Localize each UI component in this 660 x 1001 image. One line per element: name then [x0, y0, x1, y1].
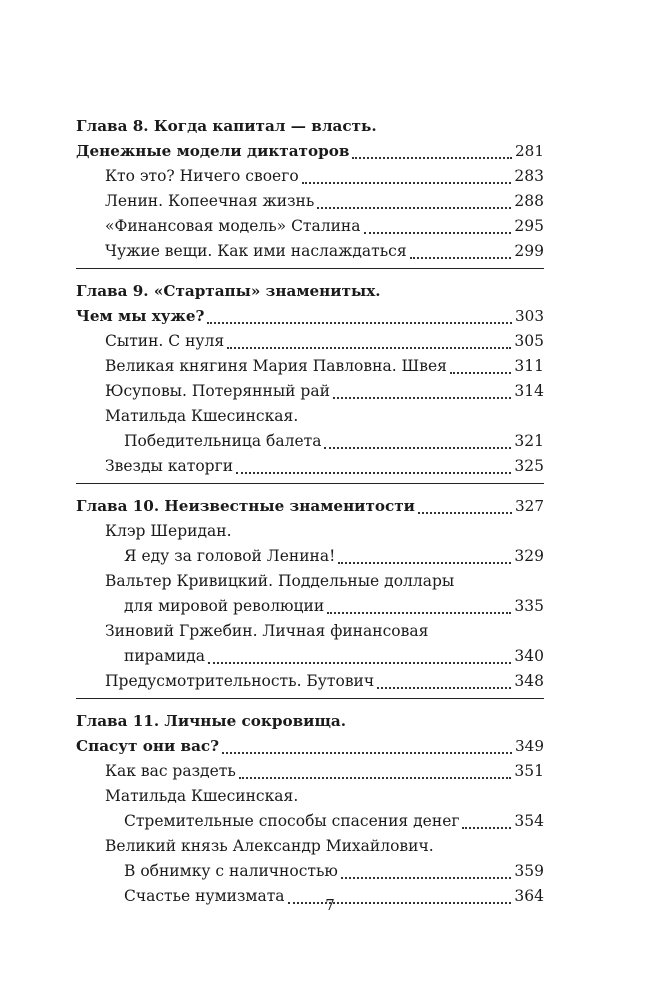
- toc-entry: [76, 669, 544, 694]
- leader-dots: [377, 686, 511, 689]
- chapter-11: [76, 709, 544, 909]
- toc-entry-line: [76, 404, 544, 429]
- toc-entry: [76, 454, 544, 479]
- chapter-title-line: [76, 709, 544, 734]
- toc-entry: [76, 809, 544, 834]
- chapter-title-text: Чем мы хуже?: [76, 307, 205, 325]
- leader-dots: [236, 471, 511, 474]
- entry-page-number: 329: [514, 547, 544, 565]
- leader-dots: [227, 346, 511, 349]
- entry-title: Великий князь Александр Михайлович.: [105, 837, 434, 855]
- entry-page-number: 348: [514, 672, 544, 690]
- entry-title: Кто это? Ничего своего: [105, 167, 299, 185]
- leader-dots: [338, 561, 511, 564]
- chapter-9: [76, 279, 544, 484]
- chapter-title-text: Глава 10. Неизвестные знаменитости: [76, 497, 415, 515]
- section-divider: [76, 268, 544, 269]
- leader-dots: [450, 371, 511, 374]
- entry-title: Ленин. Копеечная жизнь: [105, 192, 315, 210]
- entry-title: Матильда Кшесинская.: [105, 407, 299, 425]
- entry-title: Клэр Шеридан.: [105, 522, 232, 540]
- toc-entry: [76, 354, 544, 379]
- entry-title: Как вас раздеть: [105, 762, 236, 780]
- entry-page-number: 295: [514, 217, 544, 235]
- chapter-title-text: Глава 11. Личные сокровища.: [76, 712, 347, 730]
- entry-page-number: 283: [514, 167, 544, 185]
- entry-page-number: 340: [514, 647, 544, 665]
- table-of-contents: [76, 114, 544, 918]
- chapter-title-line: [76, 494, 544, 519]
- entry-title: Стремительные способы спасения денег: [124, 812, 460, 830]
- entry-title: Предусмотрительность. Бутович: [105, 672, 375, 690]
- entry-title: Я еду за головой Ленина!: [124, 547, 336, 565]
- toc-entry: [76, 164, 544, 189]
- toc-entry: [76, 189, 544, 214]
- entry-page-number: 335: [514, 597, 544, 615]
- leader-dots: [222, 751, 512, 754]
- leader-dots: [341, 876, 512, 879]
- chapter-title-text: Спасут они вас?: [76, 737, 220, 755]
- entry-title: для мировой революции: [124, 597, 325, 615]
- chapter-title-line: [76, 114, 544, 139]
- toc-entry: [76, 759, 544, 784]
- toc-entry-line: [76, 834, 544, 859]
- entry-title: Звезды каторги: [105, 457, 234, 475]
- entry-page-number: 325: [514, 457, 544, 475]
- chapter-page-number: 281: [515, 142, 544, 160]
- chapter-10: [76, 494, 544, 699]
- entry-title: Великая княгиня Мария Павловна. Швея: [105, 357, 447, 375]
- entry-page-number: 364: [514, 887, 544, 905]
- entry-title: Чужие вещи. Как ими наслаждаться: [105, 242, 407, 260]
- toc-entry: [76, 329, 544, 354]
- entry-title: Вальтер Кривицкий. Поддельные доллары: [105, 572, 455, 590]
- entry-title: пирамида: [124, 647, 205, 665]
- chapter-page-number: 303: [515, 307, 544, 325]
- entry-page-number: 305: [514, 332, 544, 350]
- entry-title: Счастье нумизмата: [124, 887, 285, 905]
- leader-dots: [462, 826, 511, 829]
- toc-entry: [76, 429, 544, 454]
- chapter-page-number: 349: [515, 737, 544, 755]
- leader-dots: [410, 256, 512, 259]
- toc-entry: [76, 644, 544, 669]
- leader-dots: [317, 206, 511, 209]
- entry-title: Победительница балета: [124, 432, 322, 450]
- entry-page-number: 311: [514, 357, 544, 375]
- leader-dots: [327, 611, 511, 614]
- entry-title: «Финансовая модель» Сталина: [105, 217, 361, 235]
- leader-dots: [208, 661, 511, 664]
- toc-entry: [76, 379, 544, 404]
- leader-dots: [302, 181, 512, 184]
- chapter-title-line: [76, 279, 544, 304]
- section-divider: [76, 698, 544, 699]
- leader-dots: [207, 321, 512, 324]
- entry-page-number: 321: [514, 432, 544, 450]
- toc-entry: [76, 859, 544, 884]
- section-divider: [76, 483, 544, 484]
- toc-entry-line: [76, 519, 544, 544]
- leader-dots: [324, 446, 511, 449]
- leader-dots: [418, 511, 512, 514]
- toc-entry-line: [76, 619, 544, 644]
- toc-entry-line: [76, 784, 544, 809]
- chapter-title-text: Глава 8. Когда капитал — власть.: [76, 117, 377, 135]
- entry-page-number: 351: [514, 762, 544, 780]
- entry-page-number: 359: [514, 862, 544, 880]
- entry-title: Юсуповы. Потерянный рай: [105, 382, 330, 400]
- toc-entry-line: [76, 569, 544, 594]
- chapter-title-line: [76, 139, 544, 164]
- entry-page-number: 299: [514, 242, 544, 260]
- entry-title: В обнимку с наличностью: [124, 862, 338, 880]
- leader-dots: [352, 156, 512, 159]
- entry-title: Сытин. С нуля: [105, 332, 225, 350]
- leader-dots: [239, 776, 512, 779]
- chapter-title-text: Глава 9. «Стартапы» знаменитых.: [76, 282, 381, 300]
- chapter-title-line: [76, 734, 544, 759]
- toc-entry: [76, 239, 544, 264]
- leader-dots: [364, 231, 512, 234]
- entry-page-number: 314: [514, 382, 544, 400]
- entry-page-number: 288: [514, 192, 544, 210]
- entry-page-number: 354: [514, 812, 544, 830]
- chapter-title-line: [76, 304, 544, 329]
- leader-dots: [333, 396, 511, 399]
- entry-title: Зиновий Гржебин. Личная финансовая: [105, 622, 429, 640]
- chapter-8: [76, 114, 544, 269]
- page-number: 7: [325, 896, 335, 914]
- chapter-page-number: 327: [515, 497, 544, 515]
- toc-entry: [76, 594, 544, 619]
- toc-entry: [76, 214, 544, 239]
- chapter-title-text: Денежные модели диктаторов: [76, 142, 350, 160]
- entry-title: Матильда Кшесинская.: [105, 787, 299, 805]
- toc-entry: [76, 544, 544, 569]
